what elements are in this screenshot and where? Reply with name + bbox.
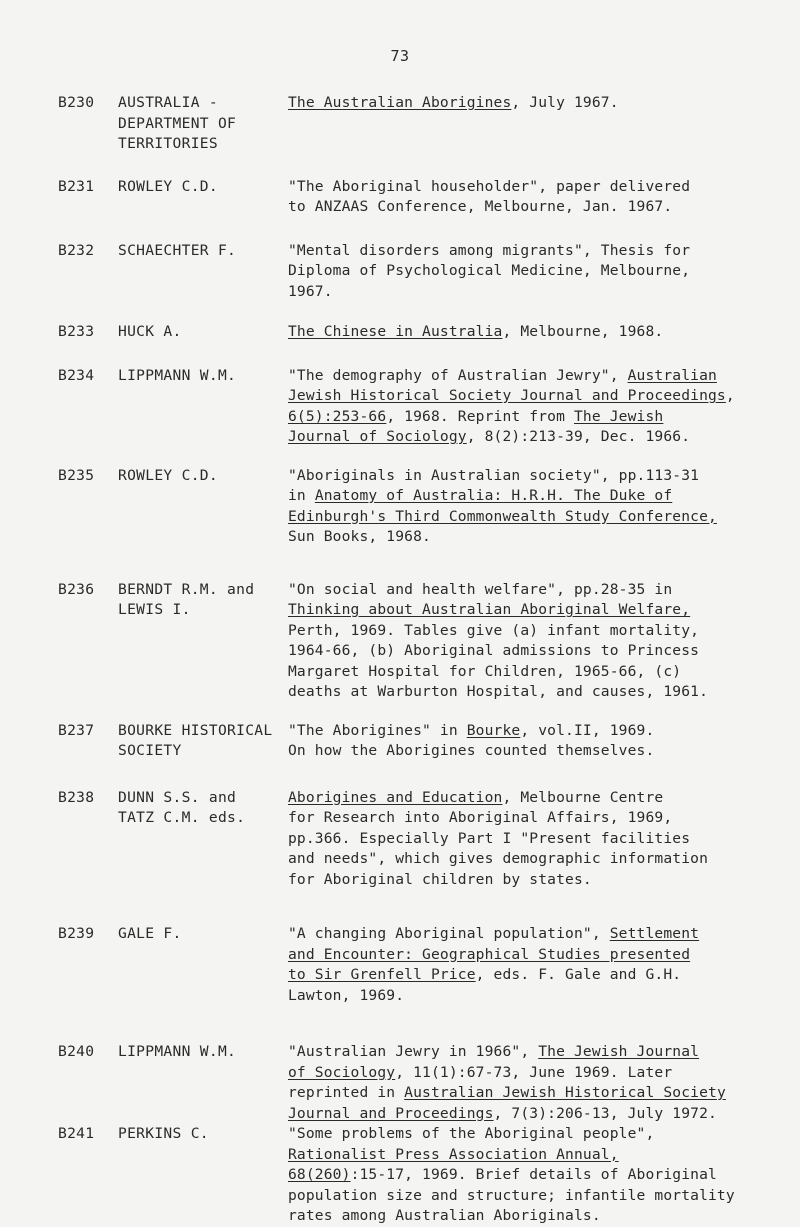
citation-line [288, 427, 783, 448]
underlined-title: Settlement [609, 925, 700, 942]
underlined-title: The Chinese in Australia [288, 323, 503, 340]
citation-line [288, 1063, 783, 1084]
citation-text: , 11(1):67-73, June 1969. Later [395, 1063, 673, 1081]
citation-line [288, 870, 783, 891]
citation-line [288, 924, 783, 945]
underlined-title: Aborigines and Education [288, 788, 503, 806]
entry-citation [288, 788, 783, 891]
citation-line [288, 965, 783, 986]
citation-text: "The Aboriginal householder", paper delivered [288, 177, 691, 195]
citation-text: :15-17, 1969. Brief details of Aboriginal [350, 1166, 717, 1183]
entry-code: B237 [58, 721, 95, 739]
entry-citation [288, 93, 783, 155]
entry-citation [288, 924, 783, 1006]
underlined-title: of Sociology [288, 1063, 396, 1081]
citation-text: for Research into Aboriginal Affairs, 1969, [288, 809, 673, 826]
underlined-title: Rationalist Press Association Annual, [288, 1145, 619, 1163]
entry-author: HUCK A. [118, 323, 182, 340]
citation-line [288, 641, 783, 662]
citation-text: , [725, 387, 735, 404]
citation-text: reprinted in [288, 1084, 405, 1101]
citation-line [288, 682, 783, 703]
entry-code: B240 [58, 1043, 95, 1060]
entry-code: B241 [58, 1125, 95, 1142]
citation-text: Perth, 1969. Tables give (a) infant mortality, [288, 621, 700, 639]
citation-text: "Aboriginals in Australian society", pp.113-31 [288, 466, 700, 484]
entry-code: B232 [58, 241, 95, 259]
citation-text: , 1968. Reprint from [386, 407, 574, 425]
citation-line [288, 621, 783, 642]
citation-line [288, 1124, 783, 1145]
entry-author: DUNN S.S. and TATZ C.M. eds. [118, 788, 246, 826]
bibliography-entry [58, 580, 800, 703]
entry-author: ROWLEY C.D. [118, 177, 218, 195]
underlined-title: The Australian Aborigines [288, 94, 512, 111]
citation-text: , July 1967. [511, 94, 619, 111]
citation-text: for Aboriginal children by states. [288, 870, 592, 888]
entry-code: B233 [58, 323, 95, 340]
citation-line [288, 486, 783, 507]
bibliography-entry [58, 721, 800, 762]
entry-citation [288, 366, 783, 448]
citation-text: , 7(3):206-13, July 1972. [493, 1104, 717, 1122]
underlined-title: to Sir Grenfell Price [288, 966, 476, 983]
underlined-title: and Encounter: Geographical Studies presented [288, 945, 691, 963]
citation-line [288, 1186, 783, 1207]
entry-author: SCHAECHTER F. [118, 241, 237, 259]
citation-text: in [288, 487, 315, 504]
entry-citation [288, 580, 783, 703]
entry-author: LIPPMANN W.M. [118, 1043, 237, 1060]
citation-line [288, 386, 783, 407]
bibliography-entry [58, 1042, 800, 1124]
citation-text: deaths at Warburton Hospital, and causes, 1961. [288, 683, 709, 700]
citation-text: rates among Australian Aboriginals. [288, 1207, 601, 1224]
bibliography-list [58, 93, 800, 1227]
underlined-title: Anatomy of Australia: H.R.H. The Duke of [314, 487, 673, 504]
citation-text: and needs", which gives demographic information [288, 850, 709, 867]
citation-line [288, 507, 783, 528]
entry-citation [288, 1124, 783, 1227]
bibliography-entry [58, 322, 800, 343]
citation-line [288, 808, 783, 829]
citation-text: Diploma of Psychological Medicine, Melbourne, [288, 262, 691, 279]
citation-text: "The Aborigines" in [288, 721, 467, 739]
bibliography-entry [58, 366, 800, 448]
bibliography-entry [58, 93, 800, 155]
citation-line [288, 197, 783, 218]
citation-text: "Some problems of the Aboriginal people", [288, 1125, 655, 1142]
citation-text: pp.366. Especially Part I "Present facilities [288, 829, 691, 847]
entry-citation [288, 1042, 783, 1124]
citation-line [288, 93, 783, 114]
citation-text: , Melbourne Centre [502, 788, 664, 806]
underlined-title: Journal and Proceedings [288, 1104, 494, 1122]
entry-author: ROWLEY C.D. [118, 466, 218, 484]
underlined-title: Jewish Historical Society Journal and Proceedings [288, 387, 726, 404]
entry-code: B239 [58, 925, 95, 942]
citation-text: , 8(2):213-39, Dec. 1966. [466, 428, 691, 445]
entry-citation [288, 177, 783, 218]
citation-text: "Mental disorders among migrants", Thesis for [288, 241, 691, 259]
underlined-title: Australian Jewish Historical Society [404, 1084, 726, 1101]
bibliography-entry [58, 177, 800, 218]
citation-text: Lawton, 1969. [288, 986, 405, 1004]
bibliography-entry [58, 241, 800, 303]
entry-author: GALE F. [118, 925, 182, 942]
underlined-title: Edinburgh's Third Commonwealth Study Conference, [288, 507, 717, 525]
citation-line [288, 1206, 783, 1227]
citation-text: 1964-66, (b) Aboriginal admissions to Princess [288, 642, 700, 659]
entry-code: B238 [58, 788, 95, 806]
citation-text: , vol.II, 1969. [520, 721, 655, 739]
citation-line [288, 600, 783, 621]
citation-text: Sun Books, 1968. [288, 528, 431, 545]
citation-line [288, 241, 783, 262]
citation-text: Margaret Hospital for Children, 1965-66, (c) [288, 662, 682, 680]
underlined-title: The Jewish Journal [538, 1043, 700, 1060]
citation-line [288, 407, 783, 428]
underlined-title: Thinking about Australian Aboriginal Welfare, [288, 601, 691, 618]
entry-author: BOURKE HISTORICAL SOCIETY [118, 721, 273, 759]
citation-line [288, 829, 783, 850]
entry-code: B235 [58, 466, 95, 484]
citation-line [288, 580, 783, 601]
citation-text: to ANZAAS Conference, Melbourne, Jan. 1967. [288, 198, 673, 215]
entry-citation [288, 466, 783, 548]
bibliography-entry [58, 1124, 800, 1227]
citation-text: On how the Aborigines counted themselves. [288, 742, 655, 759]
citation-line [288, 466, 783, 487]
citation-line [288, 1165, 783, 1186]
citation-text: "On social and health welfare", pp.28-35 in [288, 580, 673, 598]
citation-line [288, 261, 783, 282]
citation-line [288, 177, 783, 198]
underlined-title: The Jewish [573, 407, 664, 425]
citation-line [288, 986, 783, 1007]
bibliography-entry [58, 788, 800, 891]
entry-citation [288, 721, 783, 762]
citation-text: , eds. F. Gale and G.H. [475, 966, 682, 983]
entry-author: AUSTRALIA - DEPARTMENT OF TERRITORIES [118, 94, 237, 152]
citation-text: population size and structure; infantile mortality [288, 1186, 735, 1204]
entry-author: PERKINS C. [118, 1125, 209, 1142]
entry-author: BERNDT R.M. and LEWIS I. [118, 580, 255, 618]
citation-line [288, 1145, 783, 1166]
citation-text: "A changing Aboriginal population", [288, 925, 610, 942]
underlined-title: 6(5):253-66 [288, 407, 387, 425]
bibliography-entry [58, 924, 800, 1006]
citation-text: "Australian Jewry in 1966", [288, 1043, 539, 1060]
citation-line [288, 1104, 783, 1125]
entry-author: LIPPMANN W.M. [118, 366, 237, 384]
citation-line [288, 1042, 783, 1063]
entry-code: B234 [58, 366, 95, 384]
underlined-title: 68(260) [288, 1166, 351, 1183]
citation-line [288, 366, 783, 387]
citation-text: , Melbourne, 1968. [502, 323, 664, 340]
citation-line [288, 945, 783, 966]
page-number: 73 [390, 47, 410, 65]
citation-line [288, 788, 783, 809]
entry-citation [288, 241, 783, 303]
underlined-title: Australian [627, 366, 717, 384]
citation-text: "The demography of Australian Jewry", [288, 366, 628, 384]
citation-line [288, 721, 783, 742]
entry-citation [288, 322, 783, 343]
underlined-title: Bourke [466, 721, 521, 739]
citation-line [288, 662, 783, 683]
underlined-title: Journal of Sociology [288, 428, 467, 445]
citation-line [288, 282, 783, 303]
bibliography-entry [58, 466, 800, 548]
citation-text: 1967. [288, 282, 333, 300]
citation-line [288, 527, 783, 548]
citation-line [288, 741, 783, 762]
entry-code: B230 [58, 94, 95, 111]
entry-code: B236 [58, 580, 95, 598]
citation-line [288, 1083, 783, 1104]
citation-line [288, 322, 783, 343]
citation-line [288, 849, 783, 870]
entry-code: B231 [58, 177, 95, 195]
